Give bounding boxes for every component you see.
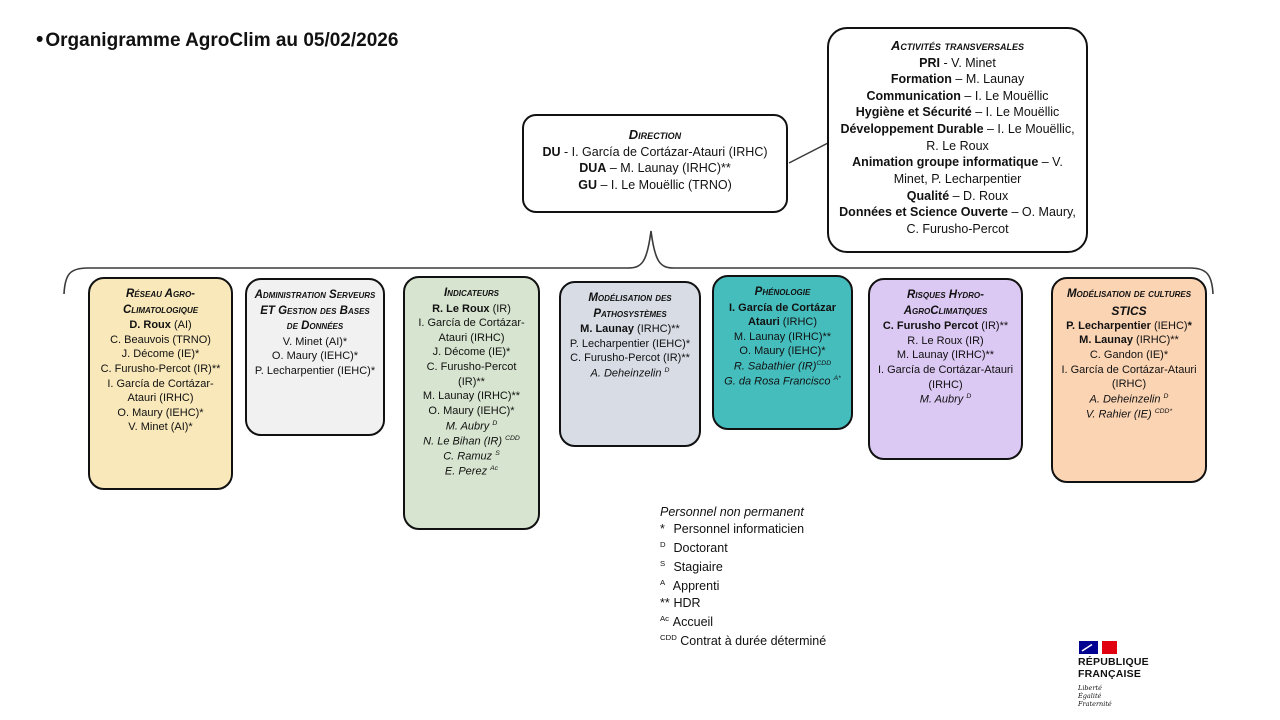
member-line: Communication – I. Le Mouëllic: [866, 88, 1049, 103]
member-line: Développement Durable – I. Le Mouëllic, R. Le Roux: [840, 122, 1075, 153]
unit-box-reseau-agro-climatologique: [88, 277, 233, 490]
member-line: R. Le Roux (IR): [432, 302, 511, 315]
member-line: J. Décome (IE)*: [432, 346, 511, 359]
member-line: GU – I. Le Mouëllic (TRNO): [578, 178, 732, 193]
unit-box-modelisation-pathosystemes: [559, 281, 701, 447]
member-line: C. Furusho-Percot (IR)**: [100, 362, 221, 375]
member-line: P. Lecharpentier (IEHC)*: [569, 337, 691, 350]
member-line: C. Furusho-Percot (IR)**: [570, 352, 690, 365]
unit-title: Réseau Agro-Climatologique: [122, 288, 199, 316]
member-line: I. García de Cortázar-Atauri (IRHC): [107, 377, 214, 405]
activites-members: [839, 55, 1076, 238]
unit-title: Risques Hydro-AgroClimatiques: [903, 289, 988, 317]
unit-box-phenologie: [712, 275, 853, 430]
member-line: PRI - V. Minet: [919, 55, 996, 70]
member-line: M. Launay (IRHC)**: [896, 349, 995, 362]
unit-members: [568, 322, 692, 381]
unit-members: [254, 335, 376, 379]
activites-transversales-box: [827, 27, 1088, 253]
member-line: R. Sabathier (IR)$^{CDD}$: [733, 360, 832, 373]
member-line: E. Perez $^{Ac}$: [444, 465, 499, 479]
direction-box: [522, 114, 788, 213]
legend-entry: $^{CDD}$ Contrat à durée déterminé: [660, 633, 827, 649]
logo-text: [1078, 657, 1149, 681]
member-line: G. da Rosa Francisco $^{A*}$: [724, 375, 841, 388]
member-line: M. Aubry $^D$: [919, 393, 972, 406]
member-line: V. Rahier (IE) $^{CDD*}$: [1085, 408, 1173, 421]
logo-line2: FRANÇAISE: [1078, 667, 1142, 680]
unit-members: [412, 302, 531, 480]
direction-title: Direction: [628, 127, 682, 142]
member-line: Formation – M. Launay: [890, 72, 1025, 87]
legend-entry: * Personnel informaticien: [660, 522, 805, 536]
member-line: Données et Science Ouverte – O. Maury, C. Furusho-Percot: [839, 205, 1076, 236]
member-line: A. Deheinzelin $^D$: [1089, 392, 1169, 406]
activites-title: Activités transversales: [890, 38, 1024, 53]
member-line: Hygiène et Sécurité – I. Le Mouëllic: [855, 105, 1060, 120]
member-line: I. García de Cortázar-Atauri (IRHC): [418, 317, 525, 344]
unit-members: [97, 318, 224, 435]
member-line: M. Launay (IRHC)**: [733, 330, 832, 343]
member-line: C. Ramuz $^S$: [443, 450, 500, 463]
member-line: DUA – M. Launay (IRHC)**: [579, 161, 731, 176]
member-line: M. Launay (IRHC)**: [580, 323, 680, 336]
member-line: P. Lecharpentier (IEHC)*: [1066, 319, 1192, 332]
unit-box-indicateurs: [403, 276, 540, 530]
bullet-glyph: •: [36, 28, 44, 51]
unit-box-modelisation-cultures-stics: [1051, 277, 1207, 483]
unit-title: Modélisation de cultures: [1066, 288, 1192, 300]
unit-subtitle: STICS: [1111, 303, 1147, 318]
legend-entry: ** HDR: [660, 596, 701, 611]
member-line: Qualité – D. Roux: [906, 188, 1009, 203]
logo-line1: RÉPUBLIQUE: [1078, 656, 1149, 668]
motto-fraternite: Fraternité: [1078, 699, 1112, 708]
unit-members: [877, 319, 1014, 407]
legend-entries: [660, 521, 826, 651]
motto-egalite: Égalité: [1078, 691, 1102, 700]
legend-entry: $^{Ac}$ Accueil: [660, 614, 714, 630]
direction-members: [531, 144, 779, 195]
member-line: I. García de Cortázar-Atauri (IRHC): [877, 363, 1014, 391]
member-line: V. Minet (AI)*: [128, 421, 193, 434]
member-line: I. García de Cortázar-Atauri (IRHC): [1061, 363, 1197, 391]
legend-entry: $^A$ Apprenti: [660, 577, 720, 593]
member-line: A. Deheinzelin $^D$: [590, 366, 670, 380]
member-line: R. Le Roux (IR): [907, 334, 984, 347]
member-line: D. Roux (AI): [129, 319, 192, 332]
unit-title: Indicateurs: [443, 287, 500, 299]
legend-title: Personnel non permanent: [660, 505, 804, 519]
unit-title: Phénologie: [754, 286, 811, 298]
member-line: M. Launay (IRHC)**: [422, 390, 521, 403]
member-line: M. Launay (IRHC)**: [1079, 334, 1179, 347]
member-line: C. Furusho Percot (IR)**: [882, 320, 1009, 333]
unit-box-administration-serveurs: [245, 278, 385, 436]
motto-liberte: Liberté: [1078, 683, 1102, 692]
member-line: DU - I. García de Cortázar-Atauri (IRHC): [542, 144, 768, 159]
member-line: J. Décome (IE)*: [121, 348, 200, 361]
legend-entry: $^S$ Stagiaire: [660, 558, 723, 574]
member-line: O. Maury (IEHC)*: [117, 406, 204, 419]
unit-members: [1060, 319, 1198, 423]
page-title: [36, 28, 398, 52]
page-title-text: Organigramme AgroClim au 05/02/2026: [45, 30, 399, 51]
member-line: O. Maury (IEHC)*: [271, 350, 359, 363]
direction-activites-connector: [789, 143, 828, 163]
unit-title: Modélisation des Pathosystèmes: [588, 292, 672, 320]
unit-box-risques-hydro-agroclimatiques: [868, 278, 1023, 460]
member-line: P. Lecharpentier (IEHC)*: [254, 364, 376, 377]
member-line: O. Maury (IEHC)*: [739, 345, 826, 358]
member-line: O. Maury (IEHC)*: [428, 404, 515, 417]
logo-motto: [1078, 684, 1149, 708]
member-line: M. Aubry $^D$: [445, 419, 498, 433]
republique-francaise-logo: [1078, 641, 1149, 708]
member-line: I. García de Cortázar Atauri (IRHC): [729, 301, 836, 329]
member-line: C. Gandon (IE)*: [1089, 348, 1169, 361]
member-line: N. Le Bihan (IR) $^{CDD}$: [423, 434, 520, 448]
french-flag-icon: [1079, 641, 1119, 655]
member-line: C. Beauvois (TRNO): [110, 333, 211, 346]
unit-title: Administration Serveurs ET Gestion des Bases de Données: [254, 289, 376, 333]
legend-entry: $^D$ Doctorant: [660, 539, 728, 555]
legend: [660, 505, 826, 651]
unit-members: [721, 301, 844, 390]
member-line: Animation groupe informatique – V. Minet, P. Lecharpentier: [852, 155, 1063, 186]
member-line: C. Furusho-Percot (IR)**: [426, 361, 517, 388]
member-line: V. Minet (AI)*: [282, 335, 348, 348]
